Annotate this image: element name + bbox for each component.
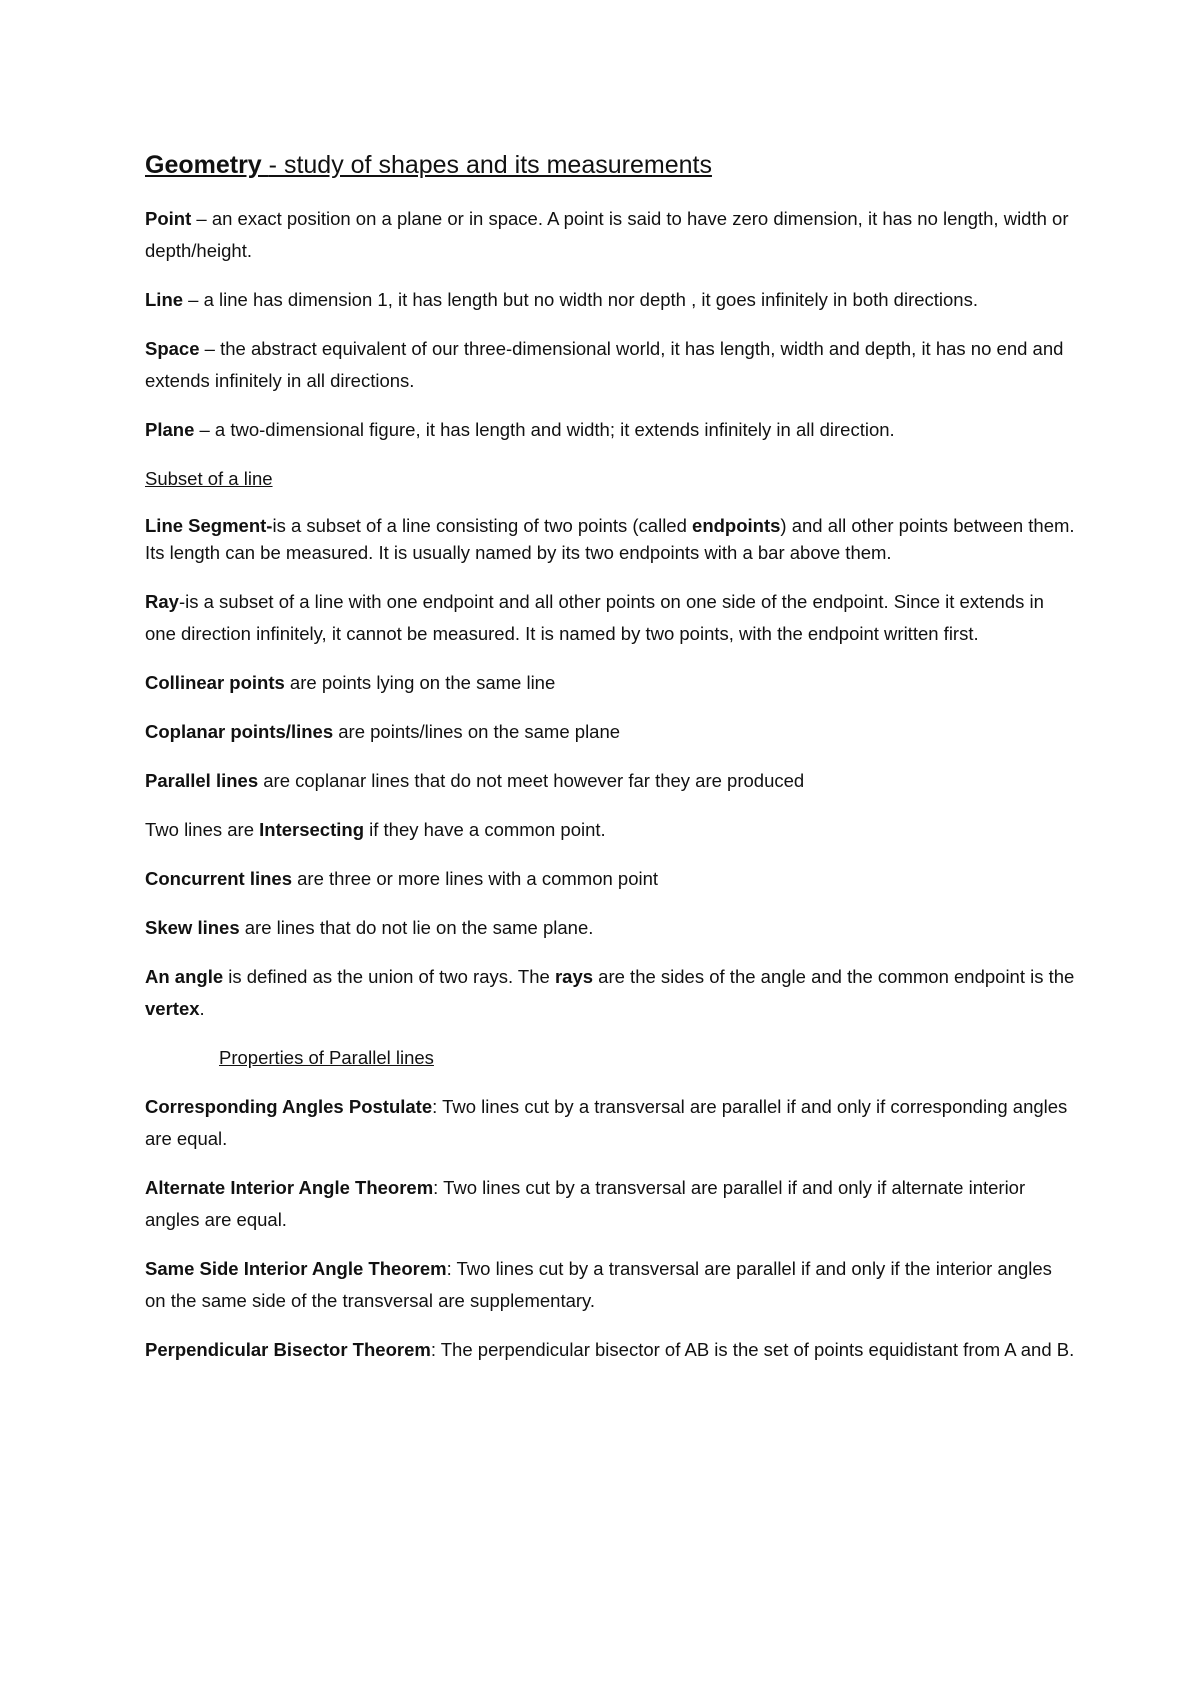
definition-concurrent-text: are three or more lines with a common point [292, 868, 659, 889]
definition-point-text: – an exact position on a plane or in space. A point is said to have zero dimension, it has no length, width or depth/height. [145, 208, 1069, 261]
definition-concurrent [145, 863, 1075, 895]
title-term: Geometry [145, 151, 269, 179]
term-plane: Plane [145, 419, 195, 440]
page-title [145, 145, 1075, 185]
term-line: Line [145, 289, 184, 310]
theorem-corresponding-text: : Two lines cut by a transversal are parallel if and only if corresponding angles are equal. [145, 1096, 1068, 1149]
term-parallel: Parallel lines [145, 770, 259, 791]
term-angle: An angle [145, 966, 224, 987]
definition-skew [145, 912, 1075, 944]
theorem-perpendicular [145, 1334, 1075, 1366]
definition-parallel [145, 765, 1075, 797]
term-concurrent: Concurrent lines [145, 868, 292, 889]
theorem-alternate [145, 1172, 1075, 1236]
term-corresponding: Corresponding Angles Postulate [145, 1096, 433, 1117]
definition-ray [145, 586, 1075, 650]
definition-ray-text: -is a subset of a line with one endpoint and all other points on one side of the endpoint. Since it extends in one direction infinitely, it cannot be measured. It is named by two points, with the endpoint written first. [145, 591, 1044, 644]
term-same-side: Same Side Interior Angle Theorem [145, 1258, 447, 1279]
definition-skew-text: are lines that do not lie on the same plane. [239, 917, 594, 938]
term-rays: rays [554, 966, 594, 987]
definition-parallel-text: are coplanar lines that do not meet however far they are produced [258, 770, 805, 791]
line-segment-text-a: is a subset of a line consisting of two points (called [272, 515, 693, 536]
term-coplanar: Coplanar points/lines [145, 721, 334, 742]
definition-line-segment [145, 512, 1075, 566]
term-space: Space [145, 338, 200, 359]
theorem-alternate-text: : Two lines cut by a transversal are parallel if and only if alternate interior angles are equal. [145, 1177, 1026, 1230]
definition-line-text: – a line has dimension 1, it has length but no width nor depth , it goes infinitely in both directions. [183, 289, 978, 310]
definition-space [145, 333, 1075, 397]
intersecting-text-b: if they have a common point. [364, 819, 606, 840]
definition-angle [145, 961, 1075, 1025]
parallel-properties-heading: Properties of Parallel lines [219, 1047, 434, 1068]
definition-line [145, 284, 1075, 316]
term-collinear: Collinear points [145, 672, 285, 693]
document-page [145, 145, 1075, 1383]
term-line-segment: Line Segment- [145, 515, 273, 536]
title-rest: - study of shapes and its measurements [268, 151, 712, 179]
theorem-same-side [145, 1253, 1075, 1317]
theorem-corresponding [145, 1091, 1075, 1155]
intersecting-text-a: Two lines are [145, 819, 260, 840]
theorem-perpendicular-text: : The perpendicular bisector of AB is the set of points equidistant from A and B. [430, 1339, 1075, 1360]
definition-collinear-text: are points lying on the same line [284, 672, 556, 693]
definition-plane [145, 414, 1075, 446]
term-point: Point [145, 208, 192, 229]
term-alternate: Alternate Interior Angle Theorem [145, 1177, 434, 1198]
theorem-same-side-text: : Two lines cut by a transversal are parallel if and only if the interior angles on the same side of the transversal are supplementary. [145, 1258, 1052, 1311]
definition-collinear [145, 667, 1075, 699]
angle-text-a: is defined as the union of two rays. The [223, 966, 555, 987]
term-perpendicular: Perpendicular Bisector Theorem [145, 1339, 431, 1360]
definition-space-text: – the abstract equivalent of our three-dimensional world, it has length, width and depth, it has no end and extends infinitely in all directions. [145, 338, 1064, 391]
term-intersecting: Intersecting [259, 819, 364, 840]
definition-point [145, 203, 1075, 267]
angle-text-c: . [199, 998, 205, 1019]
definition-coplanar [145, 716, 1075, 748]
definition-coplanar-text: are points/lines on the same plane [333, 721, 621, 742]
term-endpoints: endpoints [692, 515, 781, 536]
term-ray: Ray [145, 591, 179, 612]
term-skew: Skew lines [145, 917, 240, 938]
definition-intersecting [145, 814, 1075, 846]
line-segment-text-b: ) and all other points between them. Its length can be measured. It is usually named by its two endpoints with a bar above them. [145, 515, 1075, 563]
term-vertex: vertex [145, 998, 200, 1019]
definition-plane-text: – a two-dimensional figure, it has length and width; it extends infinitely in all direction. [194, 419, 895, 440]
angle-text-b: are the sides of the angle and the common endpoint is the [593, 966, 1075, 987]
subset-heading: Subset of a line [145, 468, 273, 489]
